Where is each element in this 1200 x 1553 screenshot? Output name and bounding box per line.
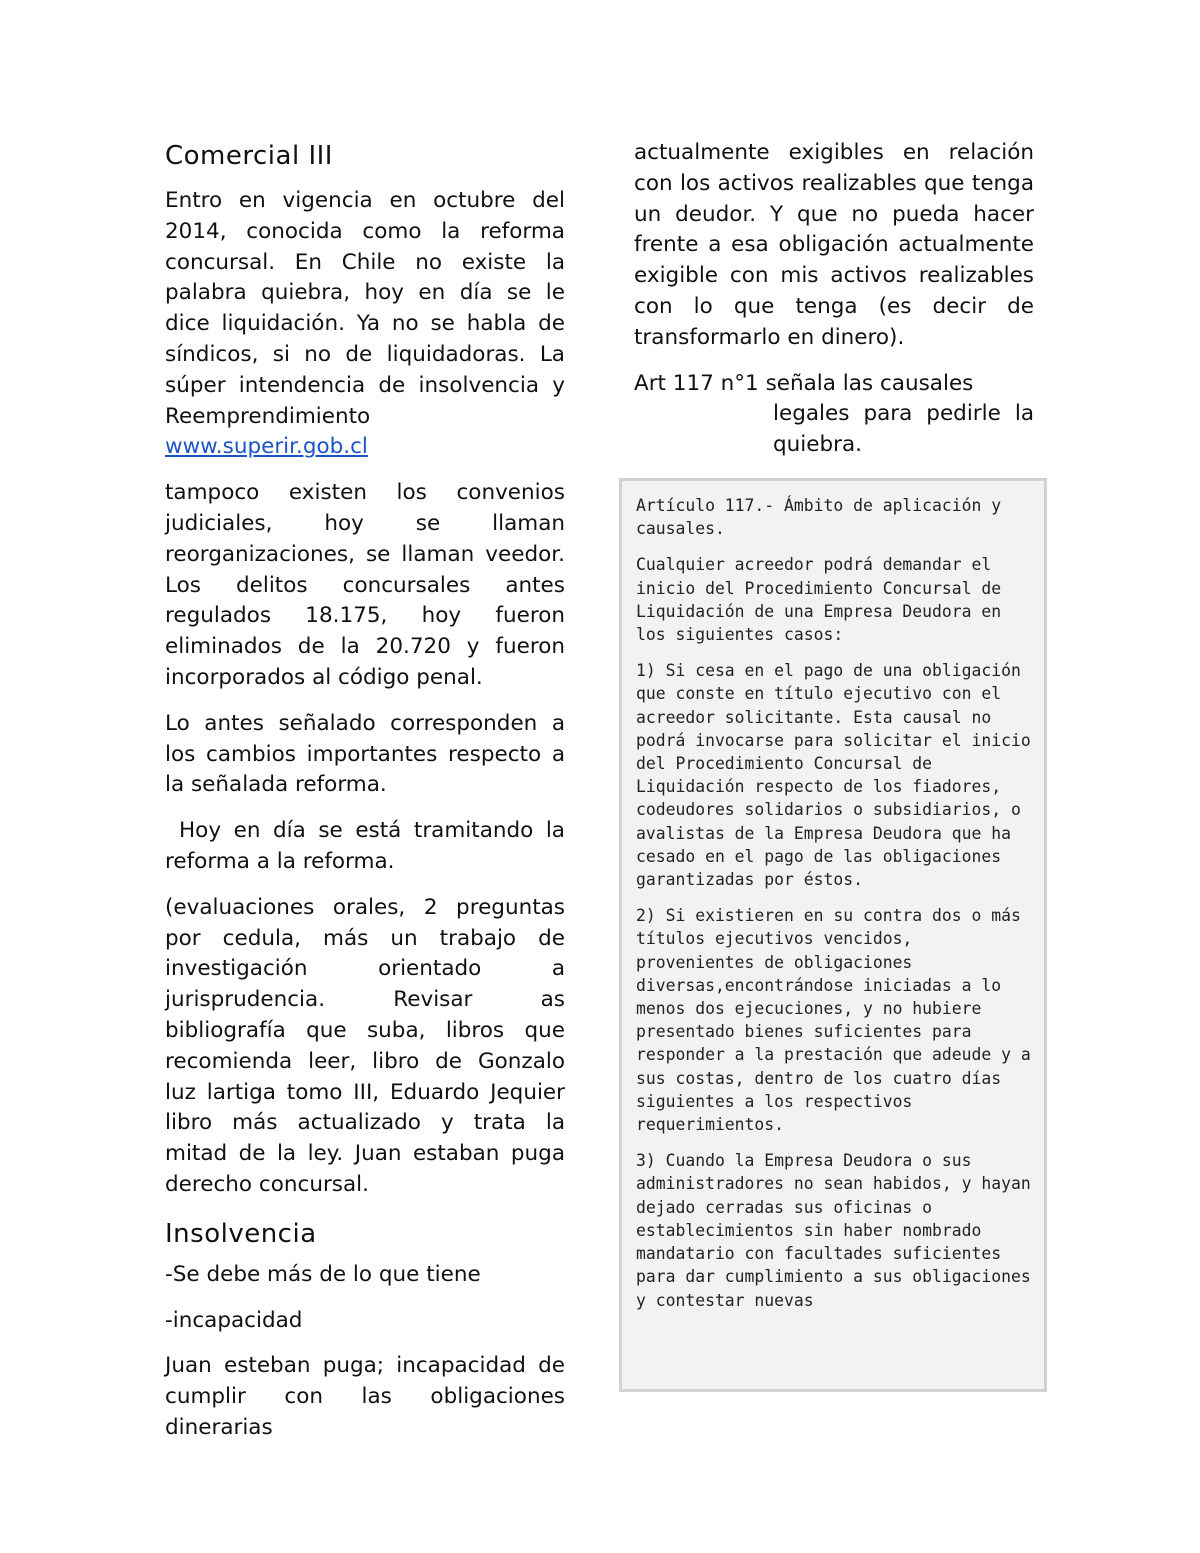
paragraph-cambios: Lo antes señalado corresponden a los cambios importantes respecto a la señalada reforma. — [165, 710, 565, 798]
article-reference-continuation: legales para pedirle la quiebra. — [773, 401, 1034, 458]
quote-case-1: 1) Si cesa en el pago de una obligación que conste en título ejecutivo con el acreedor solicitante. Esta causal no podrá invocarse para solicitar el inicio del Procedimiento Concursal de Liquidación respecto de los fiadores, codeudores solidarios o subsidiarios, o avalistas de la Empresa Deudora que ha cesado en el pago de las obligaciones garantizadas por éstos. — [636, 661, 1031, 890]
document-title: Comercial III — [165, 141, 333, 171]
quote-intro: Cualquier acreedor podrá demandar el inicio del Procedimiento Concursal de Liquidación de una Empresa Deudora en los siguientes casos: — [636, 555, 1002, 645]
quote-case-2: 2) Si existieren en su contra dos o más títulos ejecutivos vencidos, provenientes de obligaciones diversas,encontrándose iniciadas a lo menos dos ejecuciones, y no hubiere presentado bienes suficientes para responder a la prestación que adeude y a sus costas, dentro de los cuatro días siguientes a los respectivos requerimientos. — [636, 906, 1031, 1135]
left-column — [165, 138, 565, 1459]
article-reference-first-line: Art 117 n°1 señala las causales — [634, 370, 974, 396]
paragraph-convenios: tampoco existen los convenios judiciales, hoy se llaman reorganizaciones, se llaman veedor. Los delitos concursales antes regulados 18.175, hoy fueron eliminados de la 20.720 y fueron incorporados al código penal. — [165, 480, 565, 690]
right-column — [634, 138, 1034, 473]
superir-link[interactable]: www.superir.gob.cl — [165, 434, 368, 460]
paragraph-tramitando: Hoy en día se está tramitando la reforma a la reforma. — [165, 818, 565, 874]
paragraph-activos: actualmente exigibles en relación con los activos realizables que tenga un deudor. Y que no pueda hacer frente a esa obligación actualmente exigible con mis activos realizables con lo que tenga (es decir de transformarlo en dinero). — [634, 140, 1034, 350]
paragraph-reform-intro: Entro en vigencia en octubre del 2014, conocida como la reforma concursal. En Chile no existe la palabra quiebra, hoy en día se le dice liquidación. Ya no se habla de síndicos, si no de liquidadoras. La súper intendencia de insolvencia y Reemprendimiento — [165, 188, 565, 429]
article-117-reference — [634, 369, 1034, 461]
section-heading-insolvencia: Insolvencia — [165, 1218, 317, 1249]
article-117-quote-box — [619, 478, 1047, 1392]
paragraph-evaluaciones: (evaluaciones orales, 2 preguntas por cedula, más un trabajo de investigación orientado a jurisprudencia. Revisar as bibliografía que suba, libros que recomienda leer, libro de Gonzalo luz lartiga tomo III, Eduardo Jequier libro más actualizado y trata la mitad de la ley. Juan estaban puga derecho concursal. — [165, 894, 565, 1197]
list-item: -Se debe más de lo que tiene — [165, 1261, 481, 1287]
quote-heading: Artículo 117.- Ámbito de aplicación y causales. — [636, 496, 1002, 539]
list-item: -incapacidad — [165, 1307, 303, 1333]
quote-case-3: 3) Cuando la Empresa Deudora o sus administradores no sean habidos, y hayan dejado cerradas sus oficinas o establecimientos sin haber nombrado mandatario con facultades suficientes para dar cumplimiento a sus obligaciones y contestar nuevas — [636, 1151, 1031, 1310]
paragraph-puga: Juan esteban puga; incapacidad de cumplir con las obligaciones dinerarias — [165, 1353, 565, 1440]
